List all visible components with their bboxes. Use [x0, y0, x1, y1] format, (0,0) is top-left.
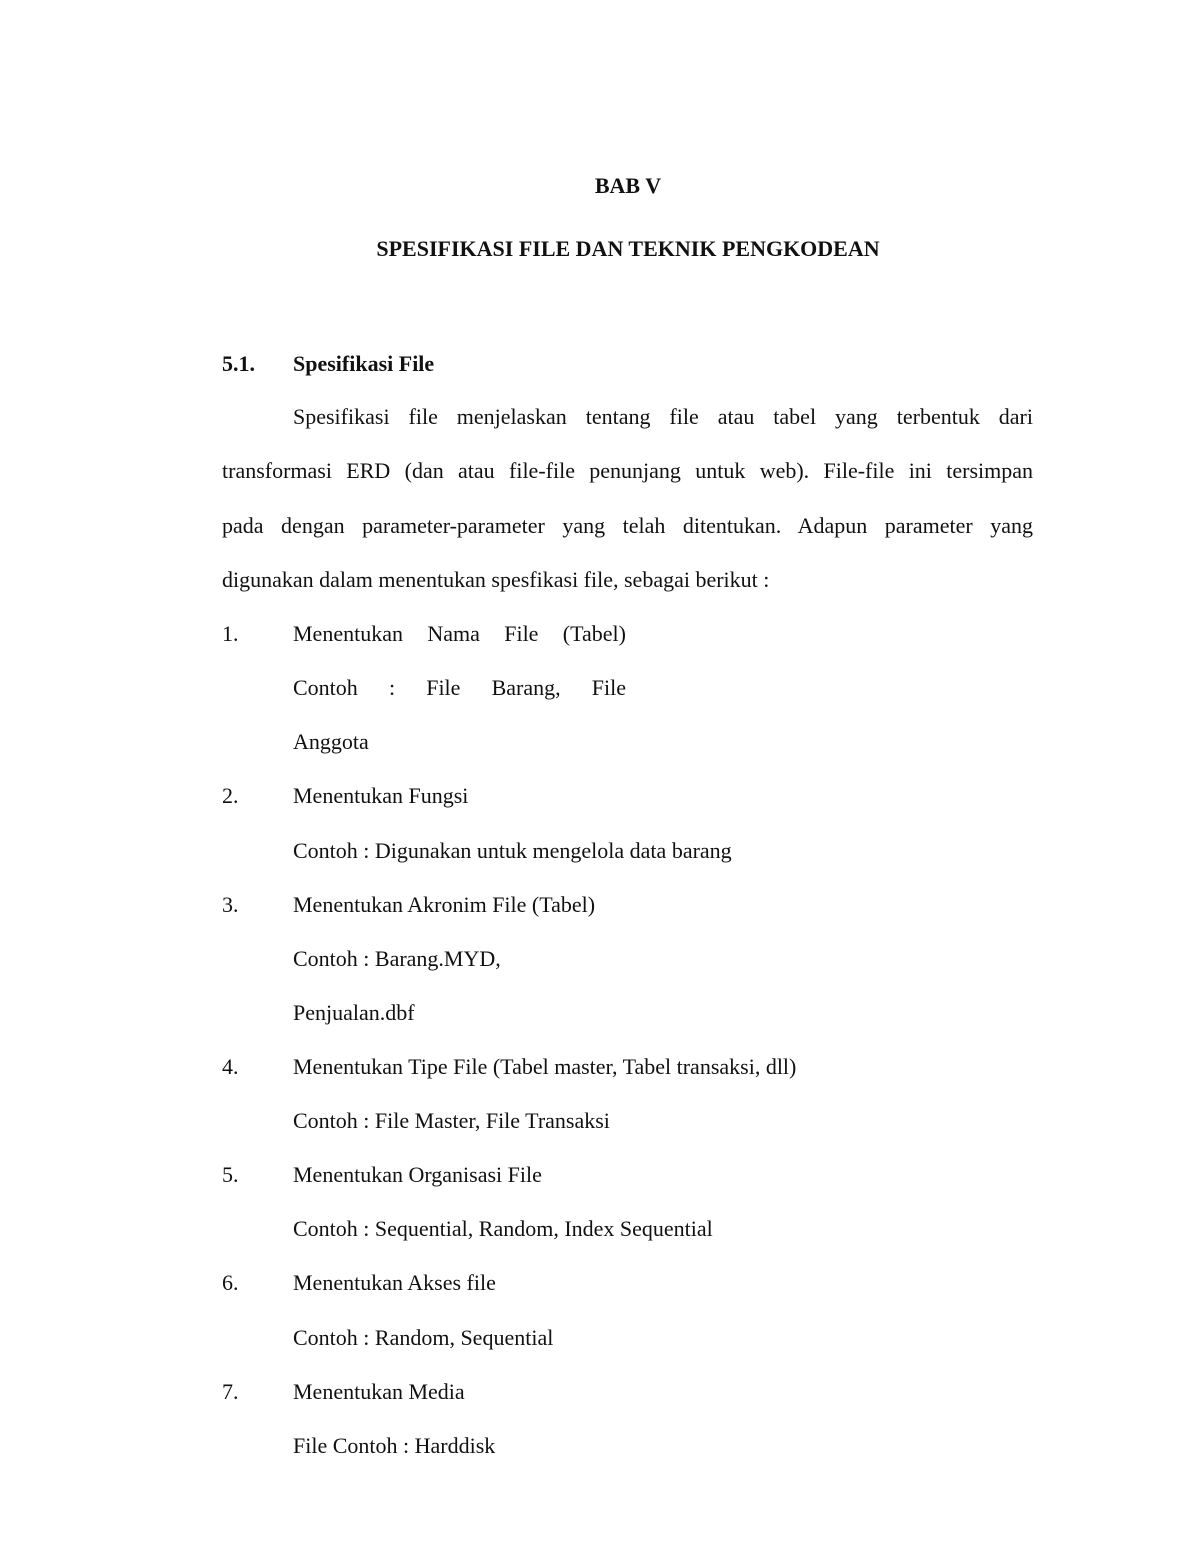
list-item-number: 4.: [222, 1054, 239, 1079]
list-item-heading: Menentukan Akses file: [293, 1270, 496, 1295]
list-item-example: Contoh : File Barang, File: [293, 675, 626, 700]
list-item-example: Contoh : File Master, File Transaksi: [293, 1108, 610, 1133]
chapter-title: SPESIFIKASI FILE DAN TEKNIK PENGKODEAN: [376, 236, 880, 261]
list-item-example: Contoh : Barang.MYD,: [293, 946, 501, 971]
list-item-heading: Menentukan Akronim File (Tabel): [293, 892, 596, 917]
list-item-heading: Menentukan Organisasi File: [293, 1162, 542, 1187]
list-item-example: Contoh : Random, Sequential: [293, 1325, 554, 1350]
list-item-heading: Menentukan Nama File (Tabel): [293, 621, 626, 646]
list-item-heading: Menentukan Tipe File (Tabel master, Tabel transaksi, dll): [293, 1054, 797, 1079]
list-item-example: Penjualan.dbf: [293, 1000, 415, 1025]
section-number: 5.1.: [222, 351, 255, 376]
paragraph-line: transformasi ERD (dan atau file-file penunjang untuk web). File-file ini tersimpan: [222, 458, 1033, 483]
paragraph-line: Spesifikasi file menjelaskan tentang file atau tabel yang terbentuk dari: [293, 404, 1033, 429]
list-item-number: 3.: [222, 892, 239, 917]
list-item-example: Anggota: [293, 729, 369, 754]
list-item-number: 6.: [222, 1270, 239, 1295]
list-item-example: Contoh : Digunakan untuk mengelola data barang: [293, 838, 732, 863]
chapter-label: BAB V: [594, 173, 662, 198]
list-item-number: 1.: [222, 621, 239, 646]
list-item-example: File Contoh : Harddisk: [293, 1433, 496, 1458]
list-item-heading: Menentukan Fungsi: [293, 783, 469, 808]
paragraph-line: pada dengan parameter-parameter yang telah ditentukan. Adapun parameter yang: [222, 513, 1033, 538]
list-item-number: 7.: [222, 1379, 239, 1404]
list-item-heading: Menentukan Media: [293, 1379, 465, 1404]
list-item-number: 2.: [222, 783, 239, 808]
list-item-example: Contoh : Sequential, Random, Index Sequential: [293, 1216, 713, 1241]
section-title: Spesifikasi File: [293, 351, 435, 376]
list-item-number: 5.: [222, 1162, 239, 1187]
paragraph-line: digunakan dalam menentukan spesfikasi file, sebagai berikut :: [222, 567, 770, 592]
